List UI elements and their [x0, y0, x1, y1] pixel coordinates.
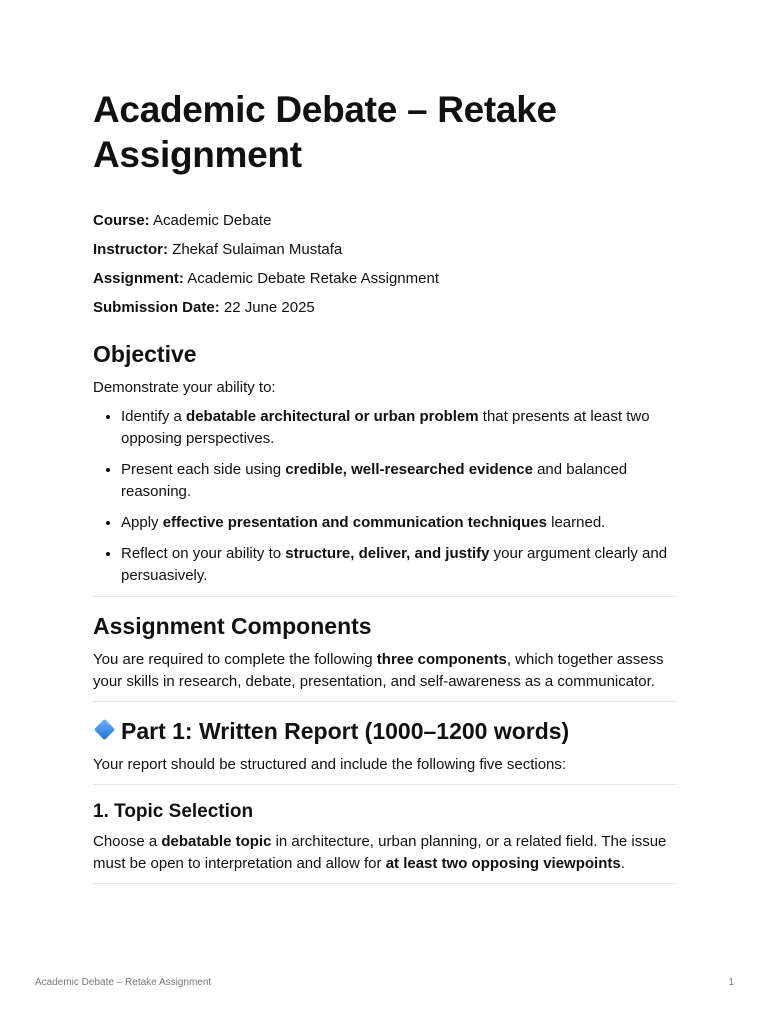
components-heading: Assignment Components	[93, 613, 372, 639]
document-title: Academic Debate – Retake Assignment	[93, 89, 557, 175]
meta-label: Submission Date:	[93, 299, 220, 316]
meta-instructor	[93, 240, 677, 260]
part1-intro: Your report should be structured and include the following five sections:	[93, 756, 567, 773]
divider	[93, 596, 677, 597]
objective-heading: Objective	[93, 341, 197, 367]
footer-title: Academic Debate – Retake Assignment	[35, 977, 212, 988]
components-text: You are required to complete the following three components, which together assess your skills in research, debate, presentation, and self-awareness as a communicator.	[93, 651, 664, 690]
meta-assignment	[93, 269, 677, 289]
page-number: 1	[728, 977, 734, 988]
meta-submission-date	[93, 298, 677, 318]
divider	[93, 701, 677, 702]
list-item: • Apply effective presentation and communication techniques learned.	[121, 512, 677, 534]
list-item: • Reflect on your ability to structure, deliver, and justify your argument clearly and persuasively.	[121, 543, 677, 587]
meta-value: 22 June 2025	[223, 299, 315, 316]
objective-intro: Demonstrate your ability to:	[93, 379, 276, 396]
blue-diamond-icon	[94, 719, 115, 740]
part1-heading: Part 1: Written Report (1000–1200 words)	[93, 716, 677, 746]
list-item: • Present each side using credible, well-researched evidence and balanced reasoning.	[121, 459, 677, 503]
divider	[93, 784, 677, 785]
topic-selection-heading: 1. Topic Selection	[93, 801, 254, 822]
document-content	[93, 87, 677, 898]
meta-label: Assignment:	[93, 270, 184, 287]
meta-value: Academic Debate Retake Assignment	[187, 270, 439, 287]
assignment-meta	[93, 211, 677, 318]
divider	[93, 883, 677, 884]
meta-label: Instructor:	[93, 241, 168, 258]
list-item: • Identify a debatable architectural or urban problem that presents at least two opposing perspectives.	[121, 406, 677, 450]
meta-value: Zhekaf Sulaiman Mustafa	[172, 241, 343, 258]
objective-list	[93, 406, 677, 587]
meta-value: Academic Debate	[153, 212, 272, 229]
meta-course	[93, 211, 677, 231]
page-footer	[35, 977, 734, 988]
meta-label: Course:	[93, 212, 150, 229]
topic-selection-text: Choose a debatable topic in architecture, urban planning, or a related field. The issue must be open to interpretation and allow for at least two opposing viewpoints.	[93, 833, 667, 872]
